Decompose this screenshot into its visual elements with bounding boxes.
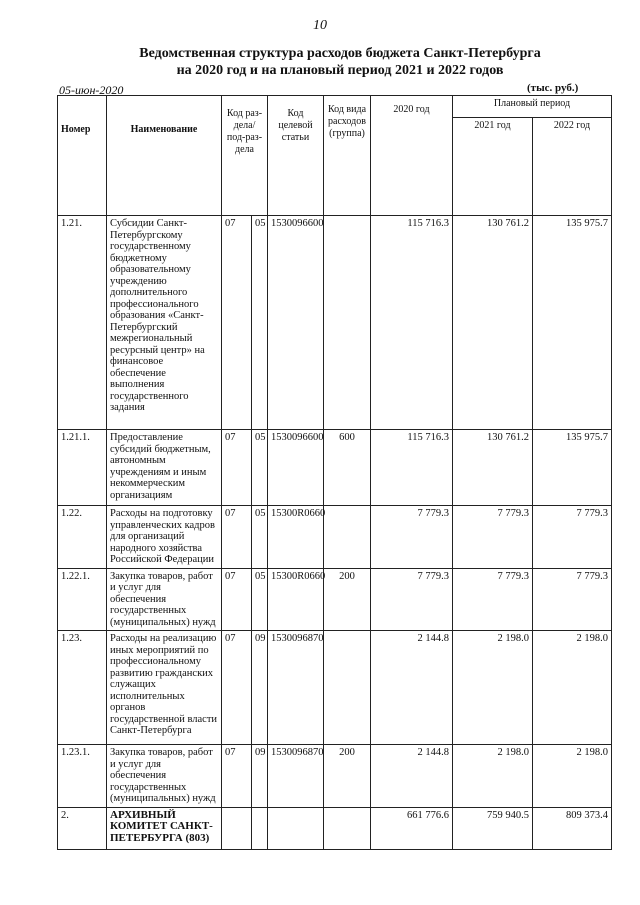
- row-target: 1530096870: [268, 745, 324, 808]
- header-number: Номер: [58, 96, 107, 216]
- table-row: [58, 506, 612, 569]
- row-section: 07: [222, 745, 252, 808]
- row-name: Предоставление субсидий бюджетным, автономным учреждениям и иным некоммерческим организациям: [107, 430, 222, 506]
- header-name: Наименование: [107, 96, 222, 216]
- row-expense-type: 200: [324, 745, 371, 808]
- row-number: 1.21.: [58, 216, 107, 430]
- row-expense-type: [324, 807, 371, 849]
- row-2022: 809 373.4: [533, 807, 612, 849]
- header-2022: 2022 год: [533, 118, 612, 216]
- row-subsection: [252, 807, 268, 849]
- row-target: 15300R0660: [268, 568, 324, 631]
- row-target: [268, 807, 324, 849]
- units-label: (тыс. руб.): [527, 82, 579, 94]
- row-target: 1530096870: [268, 631, 324, 745]
- row-section: 07: [222, 216, 252, 430]
- row-subsection: 05: [252, 216, 268, 430]
- row-2021: 2 198.0: [453, 745, 533, 808]
- row-section: 07: [222, 568, 252, 631]
- row-section: 07: [222, 430, 252, 506]
- row-section: 07: [222, 506, 252, 569]
- row-2021: 759 940.5: [453, 807, 533, 849]
- header-planning-period: Плановый период: [453, 96, 612, 118]
- row-name: Закупка товаров, работ и услуг для обеспечения государственных (муниципальных) нужд: [107, 568, 222, 631]
- row-2022: 7 779.3: [533, 568, 612, 631]
- table-row: [58, 216, 612, 430]
- row-2020: 115 716.3: [371, 216, 453, 430]
- row-2022: 135 975.7: [533, 216, 612, 430]
- row-2021: 130 761.2: [453, 216, 533, 430]
- row-2022: 2 198.0: [533, 745, 612, 808]
- row-2022: 7 779.3: [533, 506, 612, 569]
- row-subsection: 09: [252, 745, 268, 808]
- row-expense-type: [324, 506, 371, 569]
- document-title: [70, 45, 610, 79]
- row-2022: 2 198.0: [533, 631, 612, 745]
- row-number: 1.23.: [58, 631, 107, 745]
- row-expense-type: [324, 631, 371, 745]
- row-target: 15300R0660: [268, 506, 324, 569]
- row-2020: 2 144.8: [371, 631, 453, 745]
- row-2020: 115 716.3: [371, 430, 453, 506]
- row-number: 1.21.1.: [58, 430, 107, 506]
- header-2021: 2021 год: [453, 118, 533, 216]
- table-row: [58, 568, 612, 631]
- row-number: 1.22.1.: [58, 568, 107, 631]
- row-subsection: 09: [252, 631, 268, 745]
- row-number: 1.23.1.: [58, 745, 107, 808]
- row-section: [222, 807, 252, 849]
- row-name: Субсидии Санкт-Петербургскому государственному бюджетному образовательному учреждению дополнительного профессионального образования «Санкт-Петербургский межрегиональный ресурсный центр» на финансовое обеспечение выполнения государственного задания: [107, 216, 222, 430]
- row-subsection: 05: [252, 506, 268, 569]
- row-2022: 135 975.7: [533, 430, 612, 506]
- title-line-2: на 2020 год и на плановый период 2021 и 2022 годов: [176, 63, 504, 78]
- table-row: [58, 745, 612, 808]
- row-expense-type: 600: [324, 430, 371, 506]
- header-section: Код раз-дела/ под-раз-дела: [222, 96, 268, 216]
- row-2021: 7 779.3: [453, 568, 533, 631]
- row-2021: 130 761.2: [453, 430, 533, 506]
- row-target: 1530096600: [268, 216, 324, 430]
- row-2020: 2 144.8: [371, 745, 453, 808]
- header-target: Код целевой статьи: [268, 96, 324, 216]
- document-date: 05-июн-2020: [59, 83, 124, 97]
- budget-table: [57, 95, 612, 850]
- row-number: 1.22.: [58, 506, 107, 569]
- row-expense-type: 200: [324, 568, 371, 631]
- table-row: [58, 430, 612, 506]
- page-number: 10: [313, 18, 327, 33]
- title-line-1: Ведомственная структура расходов бюджета Санкт-Петербурга: [139, 46, 541, 61]
- row-number: 2.: [58, 807, 107, 849]
- row-subsection: 05: [252, 430, 268, 506]
- row-name: АРХИВНЫЙ КОМИТЕТ САНКТ-ПЕТЕРБУРГА (803): [107, 807, 222, 849]
- header-2020: 2020 год: [371, 96, 453, 216]
- row-name: Расходы на реализацию иных мероприятий по профессиональному развитию гражданских служащих исполнительных органов государственной власти Санкт-Петербурга: [107, 631, 222, 745]
- table-row: [58, 807, 612, 849]
- row-2020: 661 776.6: [371, 807, 453, 849]
- row-2021: 2 198.0: [453, 631, 533, 745]
- table-row: [58, 631, 612, 745]
- row-target: 1530096600: [268, 430, 324, 506]
- row-section: 07: [222, 631, 252, 745]
- header-expense-type: Код вида расходов (группа): [324, 96, 371, 216]
- row-2020: 7 779.3: [371, 506, 453, 569]
- row-2021: 7 779.3: [453, 506, 533, 569]
- row-subsection: 05: [252, 568, 268, 631]
- row-2020: 7 779.3: [371, 568, 453, 631]
- row-expense-type: [324, 216, 371, 430]
- row-name: Расходы на подготовку управленческих кадров для организаций народного хозяйства Российской Федерации: [107, 506, 222, 569]
- row-name: Закупка товаров, работ и услуг для обеспечения государственных (муниципальных) нужд: [107, 745, 222, 808]
